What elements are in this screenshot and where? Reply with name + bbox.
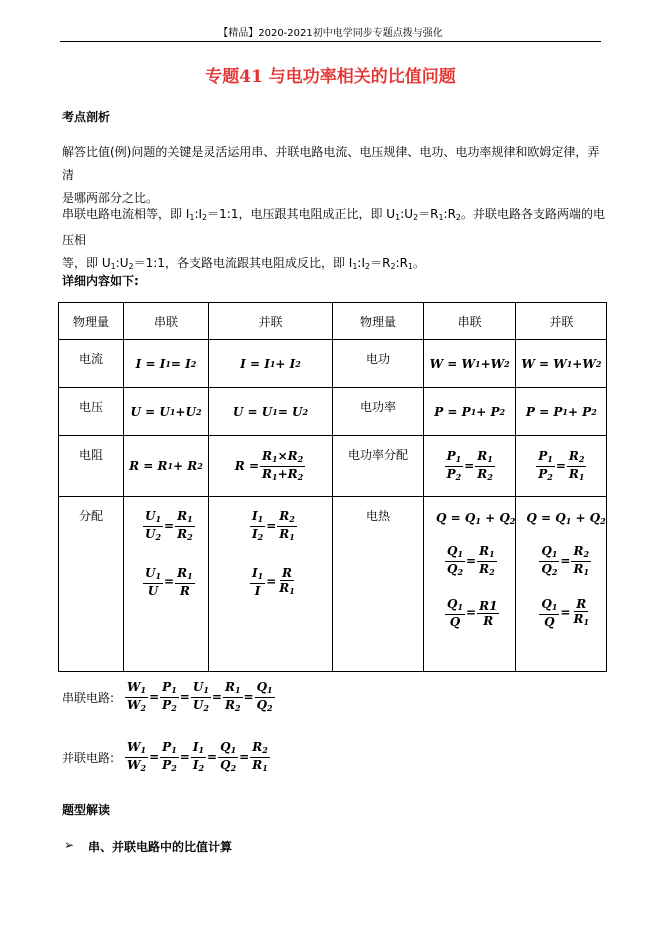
formula-parallel-heat: $Q = Q_1 + Q_2$ $\frac{Q_1}{Q_2}$ = $\frac{R_2}{R_1}$ $\frac{Q_1}{Q}$ = $\frac{R}{R_1}$ [516,497,607,672]
table-header-parallel: 并联 [209,303,333,340]
formula-parallel-voltage: U = U 1 = U 2 [209,388,333,436]
paragraph-1 [62,141,608,210]
series-ratio-formula: $\frac{W_1}{W_2}$ = $\frac{P_1}{P_2}$ = $\frac{U_1}{U_2}$ = $\frac{R_1}{R_2}$ = $\frac{Q_1}{Q_2}$ [127,680,273,713]
row-label-power-distribution: 电功率分配 [333,436,424,497]
row-label-heat: 电热 [333,497,424,672]
paragraph-2-line-1: 串联电路电流相等，即 $I_1:I_2=1:1$，电压跟其电阻成正比，即 $U_1:U_2=R_1:R_2$。并联电路各支路两端的电压相 [62,207,606,247]
row-label-power: 电功率 [333,388,424,436]
formula-series-work: W = W 1 +W 2 [424,340,516,388]
paragraph-1-line-2: 是哪两部分之比。 [62,191,159,205]
formula-parallel-power-ratio: $\frac{P_1}{P_2}$ = $\frac{R_2}{R_1}$ [516,436,607,497]
formula-parallel-power: P = P 1 + P 2 [516,388,607,436]
parallel-ratio-line [62,740,271,775]
table-header-quantity: 物理量 [59,303,124,340]
row-label-current: 电流 [59,340,124,388]
series-circuit-label: 串联电路: [62,691,115,705]
paragraph-1-line-1: 解答比值(例)问题的关键是灵活运用串、并联电路电流、电压规律、电功、电功率规律和欧姆定律，弄清 [62,145,600,182]
table-header-quantity-2: 物理量 [333,303,424,340]
paragraph-2 [62,203,608,278]
table-header-series: 串联 [124,303,209,340]
section-heading-details: 详细内容如下: [62,274,139,288]
bullet-arrow-icon: ➢ [64,838,75,852]
formula-table [58,302,607,672]
formula-series-power: P = P 1 + P 2 [424,388,516,436]
row-label-resistance: 电阻 [59,436,124,497]
section-heading-analysis: 考点剖析 [62,110,111,124]
row-label-voltage: 电压 [59,388,124,436]
row-label-distribution: 分配 [59,497,124,672]
formula-parallel-distribution: $\frac{I_1}{I_2}$ = $\frac{R_2}{R_1}$ $\frac{I_1}{I}$ = $\frac{R}{R_1}$ [209,497,333,672]
parallel-circuit-label: 并联电路: [62,751,115,765]
formula-parallel-current: I = I 1 + I 2 [209,340,333,388]
table-header-series-2: 串联 [424,303,516,340]
table-header-parallel-2: 并联 [516,303,607,340]
formula-series-current: I = I 1 = I 2 [124,340,209,388]
page-header: 【精品】2020-2021初中电学同步专题点拨与强化 [218,28,443,39]
formula-series-voltage: U = U 1 +U 2 [124,388,209,436]
formula-series-power-ratio: $\frac{P_1}{P_2}$ = $\frac{R_1}{R_2}$ [424,436,516,497]
formula-series-heat: $Q = Q_1 + Q_2$ $\frac{Q_1}{Q_2}$ = $\frac{R_1}{R_2}$ $\frac{Q_1}{Q}$ = $\frac{R1}{R}$ [424,497,516,672]
parallel-ratio-formula: $\frac{W_1}{W_2}$ = $\frac{P_1}{P_2}$ = $\frac{I_1}{I_2}$ = $\frac{Q_1}{Q_2}$ = $\frac{R_2}{R_1}$ [127,740,268,773]
section-heading-question-types: 题型解读 [62,803,111,817]
formula-parallel-work: W = W 1 +W 2 [516,340,607,388]
formula-series-distribution: $\frac{U_1}{U_2}$ = $\frac{R_1}{R_2}$ $\frac{U_1}{U}$ = $\frac{R_1}{R}$ [124,497,209,672]
series-ratio-line [62,680,276,715]
formula-series-resistance: R = R 1 + R 2 [124,436,209,497]
header-rule [60,41,601,42]
bullet-item: 串、并联电路中的比值计算 [88,840,233,854]
formula-parallel-resistance: R = $\frac{R_1\times R_2}{R_1+R_2}$ [209,436,333,497]
row-label-work: 电功 [333,340,424,388]
paragraph-2-line-2: 等，即 $U_1:U_2=1:1$，各支路电流跟其电阻成反比，即 $I_1:I_2=R_2:R_1$。 [62,256,426,271]
page-title: 专题41 与电功率相关的比值问题 [205,67,456,87]
